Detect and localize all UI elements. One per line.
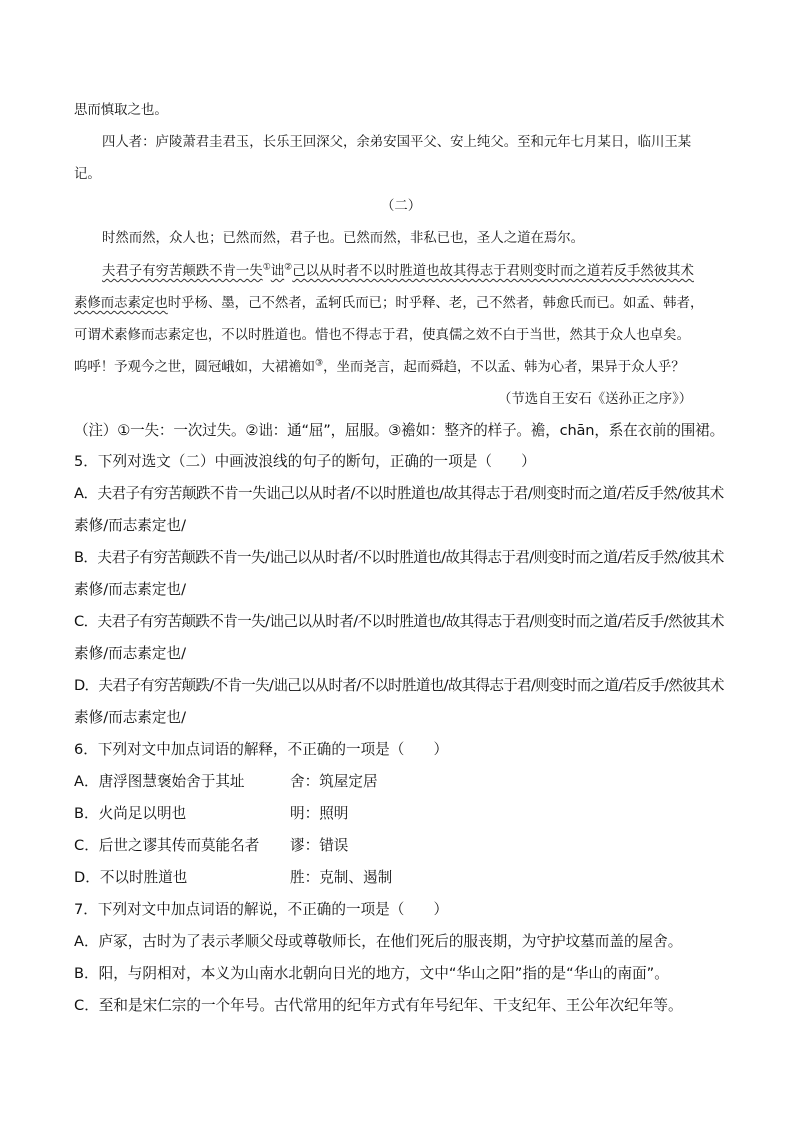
q5-option-d-cont: 素修/而志素定也/ — [74, 709, 186, 726]
wavy-text: 素修而志素定也 — [74, 296, 168, 311]
q6-option-d-gloss: 胜：克制、遏制 — [290, 869, 393, 886]
note-marker: ① — [262, 262, 271, 273]
passage-line: 四人者：庐陵萧君圭君玉，长乐王回深父，余弟安国平父、安上纯父。至和元年七月某日，临川王某 — [102, 135, 692, 150]
passage-line — [74, 294, 703, 314]
q5-option-a-cont: 素修/而志素定也/ — [74, 517, 186, 534]
note-marker: ③ — [315, 358, 324, 369]
q5-option-a: A．夫君子有穷苦颠跌不肯一失诎己以从时者/不以时胜道也/故其得志于君/则变时而之道/若反手然/彼其术 — [74, 485, 724, 502]
q5-option-c-cont: 素修/而志素定也/ — [74, 645, 186, 662]
wavy-underlined-sentence — [102, 262, 694, 282]
passage-text: 时乎杨、墨，己不然者，孟轲氏而已；时乎释、老，己不然者，韩愈氏而已。如孟、韩者， — [167, 296, 704, 311]
q6-option-c: C．后世之谬其传而莫能名者 — [74, 837, 260, 854]
annotation-notes: （注）①一失：一次过失。②诎：通“屈”，屈服。③襜如：整齐的样子。襜，chān，系在衣前的围裙。 — [74, 422, 724, 439]
section-heading: （二） — [381, 199, 422, 214]
question-6-stem: 6．下列对文中加点词语的解释，不正确的一项是（ ） — [74, 741, 449, 758]
q6-option-a-gloss: 舍：筑屋定居 — [290, 773, 378, 790]
question-5-stem: 5．下列对选文（二）中画波浪线的句子的断句，正确的一项是（ ） — [74, 453, 536, 470]
q5-option-b-cont: 素修/而志素定也/ — [74, 581, 186, 598]
passage-line: 记。 — [74, 167, 101, 182]
wavy-text: 己以从时者不以时胜道也故其得志于君则变时而之道若反手然彼其术 — [292, 264, 694, 279]
q5-option-c: C．夫君子有穷苦颠跌不肯一失/诎己以从时者/不以时胜道也/故其得志于君/则变时而之道/若反手/然彼其术 — [74, 613, 724, 630]
passage-text: 呜呼！予观今之世，圆冠峨如，大裙襜如 — [74, 360, 316, 375]
note-marker: ② — [284, 262, 293, 273]
q7-option-b: B．阳，与阴相对，本义为山南水北朝向日光的地方，文中“华山之阳”指的是“华山的南面”。 — [74, 965, 669, 982]
passage-line: 时然而然，众人也；已然而然，君子也。已然而然，非私已也，圣人之道在焉尔。 — [102, 231, 585, 246]
q6-option-d: D．不以时胜道也 — [74, 869, 188, 886]
passage-line: 思而慎取之也。 — [74, 103, 168, 118]
source-citation: （节选自王安石《送孙正之序》） — [498, 392, 693, 407]
wavy-text: 诎 — [270, 264, 285, 279]
passage-text: ，坐而尧言，起而舜趋，不以孟、韩为心者，果异于众人乎？ — [323, 360, 685, 375]
q5-option-d: D．夫君子有穷苦颠跌/不肯一失/诎己以从时者/不以时胜道也/故其得志于君/则变时而之道/若反手/然彼其术 — [74, 677, 724, 694]
wavy-text: 夫君子有穷苦颠跌不肯一失 — [102, 264, 263, 279]
q6-option-a: A．唐浮图慧褒始舍于其址 — [74, 773, 245, 790]
q6-option-b: B．火尚足以明也 — [74, 805, 187, 822]
q6-option-b-gloss: 明：照明 — [290, 805, 349, 822]
q7-option-a: A．庐冢，古时为了表示孝顺父母或尊敬师长，在他们死后的服丧期，为守护坟墓而盖的屋舍。 — [74, 933, 683, 950]
passage-line — [74, 358, 685, 378]
question-7-stem: 7．下列对文中加点词语的解说，不正确的一项是（ ） — [74, 901, 449, 918]
q6-option-c-gloss: 谬：错误 — [290, 837, 349, 854]
q7-option-c: C．至和是宋仁宗的一个年号。古代常用的纪年方式有年号纪年、干支纪年、王公年次纪年等。 — [74, 997, 683, 1014]
passage-line: 可谓术素修而志素定也，不以时胜道也。惜也不得志于君，使真儒之效不白于当世，然其于众人也卓矣。 — [74, 328, 690, 343]
q5-option-b: B．夫君子有穷苦颠跌不肯一失/诎己以从时者/不以时胜道也/故其得志于君/则变时而之道/若反手然/彼其术 — [74, 549, 724, 566]
